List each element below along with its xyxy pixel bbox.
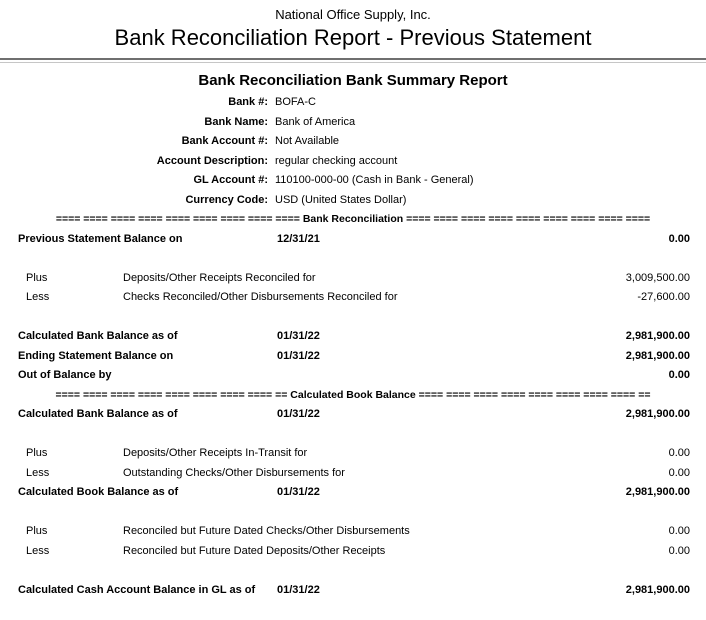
row-amount: 2,981,900.00	[625, 583, 690, 596]
summary-field-row	[0, 93, 706, 113]
field-value: BOFA-C	[275, 96, 316, 108]
report-row	[0, 522, 706, 542]
row-label: Ending Statement Balance on	[18, 349, 174, 362]
row-date: 01/31/22	[277, 330, 320, 342]
report-row	[0, 483, 706, 503]
field-label: Bank Account #:	[181, 135, 268, 147]
report-row	[0, 405, 706, 425]
row-label: Calculated Book Balance as of	[18, 486, 179, 498]
header-divider	[0, 58, 706, 63]
row-amount: 3,009,500.00	[625, 271, 690, 284]
report-row	[0, 230, 706, 250]
report-row	[0, 581, 706, 601]
report-row	[0, 269, 706, 289]
field-value: 110100-000-00 (Cash in Bank - General)	[275, 174, 474, 186]
row-amount: 0.00	[668, 447, 690, 459]
company-name: National Office Supply, Inc.	[275, 7, 431, 22]
report-row	[0, 327, 706, 347]
field-value: USD (United States Dollar)	[275, 193, 407, 206]
blank-row	[0, 425, 706, 445]
row-amount: 2,981,900.00	[625, 330, 690, 342]
row-description: Outstanding Checks/Other Disbursements for	[123, 466, 345, 479]
section-separator: ==== ==== ==== ==== ==== ==== ==== ==== ==== Bank Reconciliation ==== ==== ==== ==== ==== ==== ==== ==== ====	[55, 213, 651, 225]
report-row	[0, 542, 706, 562]
row-amount: 0.00	[668, 466, 690, 479]
report-row	[0, 288, 706, 308]
row-description: Checks Reconciled/Other Disbursements Reconciled for	[123, 291, 398, 303]
row-label: Calculated Bank Balance as of	[18, 408, 178, 420]
summary-fields	[0, 93, 706, 210]
field-label: Bank #:	[228, 96, 268, 108]
row-label: Less	[26, 291, 50, 303]
row-description: Deposits/Other Receipts Reconciled for	[123, 271, 316, 284]
row-amount: 0.00	[668, 369, 690, 381]
row-date: 01/31/22	[277, 583, 320, 596]
row-label: Calculated Cash Account Balance in GL as of	[18, 583, 256, 596]
report-row	[0, 366, 706, 386]
summary-title: Bank Reconciliation Bank Summary Report	[198, 72, 508, 89]
row-amount: 2,981,900.00	[625, 408, 690, 420]
report-rows	[0, 210, 706, 600]
row-date: 01/31/22	[277, 408, 320, 420]
row-date: 01/31/22	[277, 349, 320, 362]
row-label: Out of Balance by	[18, 369, 112, 381]
row-amount: -27,600.00	[637, 291, 690, 303]
row-label: Previous Statement Balance on	[18, 232, 183, 245]
field-value: Bank of America	[275, 115, 356, 128]
row-amount: 0.00	[668, 544, 690, 557]
summary-field-row	[0, 132, 706, 152]
report-row	[0, 444, 706, 464]
row-label: Plus	[26, 525, 48, 537]
row-amount: 0.00	[668, 232, 690, 245]
field-value: regular checking account	[275, 154, 398, 167]
blank-row	[0, 249, 706, 269]
blank-row	[0, 503, 706, 523]
field-value: Not Available	[275, 135, 340, 147]
summary-field-row	[0, 152, 706, 172]
field-label: GL Account #:	[193, 174, 268, 186]
row-amount: 0.00	[668, 525, 690, 537]
row-description: Reconciled but Future Dated Checks/Other Disbursements	[123, 525, 410, 537]
row-date: 01/31/22	[277, 486, 320, 498]
field-label: Currency Code:	[185, 193, 268, 206]
field-label: Account Description:	[156, 154, 268, 167]
summary-field-row	[0, 171, 706, 191]
row-label: Plus	[26, 271, 48, 284]
summary-field-row	[0, 191, 706, 211]
row-label: Less	[26, 466, 50, 479]
row-description: Reconciled but Future Dated Deposits/Other Receipts	[123, 544, 386, 557]
page-title: Bank Reconciliation Report - Previous Statement	[114, 25, 592, 50]
row-amount: 2,981,900.00	[625, 486, 690, 498]
row-label: Calculated Bank Balance as of	[18, 330, 178, 342]
row-label: Less	[26, 544, 50, 557]
row-date: 12/31/21	[277, 232, 320, 245]
blank-row	[0, 561, 706, 581]
row-label: Plus	[26, 447, 48, 459]
report-row	[0, 347, 706, 367]
row-amount: 2,981,900.00	[625, 349, 690, 362]
blank-row	[0, 308, 706, 328]
summary-field-row	[0, 113, 706, 133]
row-description: Deposits/Other Receipts In-Transit for	[123, 447, 308, 459]
field-label: Bank Name:	[204, 115, 268, 128]
section-separator: ==== ==== ==== ==== ==== ==== ==== ==== == Calculated Book Balance ==== ==== ==== ==== ==== ==== ==== ==== ==	[55, 388, 651, 401]
report-row	[0, 464, 706, 484]
